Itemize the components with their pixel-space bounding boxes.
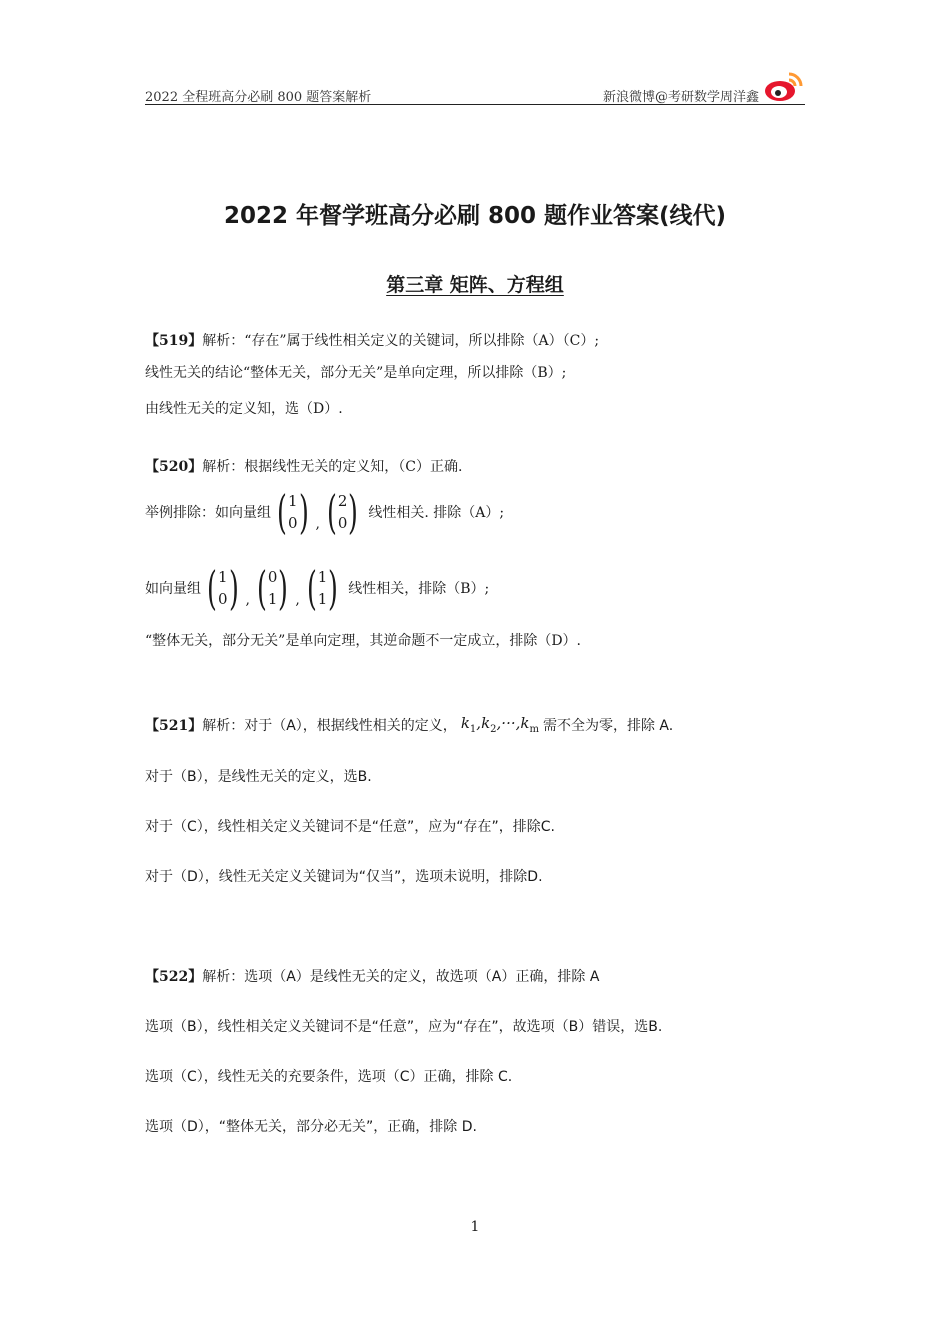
q520-text-3b: 线性相关，排除（B）;: [348, 581, 490, 597]
q520-tag: 【520】: [145, 459, 203, 475]
q522-line-2: 选项（B），线性相关定义关键词不是“任意”，应为“存在”，故选项（B）错误，选B.: [145, 1019, 663, 1035]
q520-line-2: 举例排除：如向量组 ( 1 0 ) , ( 2 0 ) 线性相关. 排除（A）;: [145, 485, 505, 539]
page-header: [145, 84, 805, 105]
vector-2: ( 2 0 ): [326, 485, 359, 539]
q520-text-1: 解析：根据线性无关的定义知，（C）正确.: [202, 459, 463, 475]
q520-line-1: [145, 456, 462, 476]
q519-tag: 【519】: [145, 333, 203, 349]
q519-line-2: 线性无关的结论“整体无关，部分无关”是单向定理，所以排除（B）;: [145, 365, 567, 381]
q521-tag: 【521】: [145, 717, 203, 734]
q520-text-2a: 举例排除：如向量组: [145, 505, 271, 521]
q520-text-3a: 如向量组: [145, 581, 201, 597]
q521-text-1a: 解析：对于（A），根据线性相关的定义，: [202, 717, 457, 734]
k-sequence: $k_1,k_2,\cdot\cdot\cdot,k_m$: [460, 714, 539, 735]
q520-text-2b: 线性相关. 排除（A）;: [368, 505, 505, 521]
header-left-text: 2022 全程班高分必刷 800 题答案解析: [145, 90, 372, 105]
q519-text-1: 解析：“存在”属于线性相关定义的关键词，所以排除（A）（C）;: [202, 333, 600, 349]
q522-line-4: 选项（D），“整体无关，部分必无关”，正确，排除 D.: [145, 1119, 477, 1135]
chapter-heading: 第三章 矩阵、方程组: [386, 274, 564, 296]
document-title: 2022 年督学班高分必刷 800 题作业答案(线代): [223, 203, 727, 229]
q520-line-3: 如向量组 ( 1 0 ) , ( 0 1 ) , ( 1 1 ) 线性相关，排除（B）;: [145, 561, 490, 615]
q522-line-3: 选项（C），线性无关的充要条件，选项（C）正确，排除 C.: [145, 1069, 513, 1085]
q521-line-4: 对于（D），线性无关定义关键词为“仅当”，选项未说明，排除D.: [145, 869, 543, 885]
weibo-logo-icon: [763, 68, 805, 104]
vector-5: ( 1 1 ): [306, 561, 339, 615]
vector-3: ( 1 0 ): [207, 561, 239, 615]
q520-line-4: “整体无关，部分无关”是单向定理，其逆命题不一定成立，排除（D）.: [145, 633, 581, 649]
q521-text-1b: 需不全为零，排除 A.: [542, 717, 674, 734]
q521-line-2: 对于（B），是线性无关的定义，选B.: [145, 769, 372, 785]
q519-line-1: [145, 330, 599, 350]
q522-line-1: [145, 966, 599, 986]
page-number: 1: [470, 1219, 480, 1235]
q519-line-3: 由线性无关的定义知，选（D）.: [145, 401, 343, 417]
q522-tag: 【522】: [145, 969, 203, 985]
q521-line-3: 对于（C），线性相关定义关键词不是“任意”，应为“存在”，排除C.: [145, 819, 556, 835]
vector-1: ( 1 0 ): [277, 485, 309, 539]
header-right-text: 新浪微博@考研数学周洋鑫: [602, 90, 759, 105]
vector-4: ( 0 1 ): [256, 561, 289, 615]
q521-line-1: [145, 714, 673, 735]
q522-text-1: 解析：选项（A）是线性无关的定义，故选项（A）正确，排除 A: [202, 969, 600, 985]
